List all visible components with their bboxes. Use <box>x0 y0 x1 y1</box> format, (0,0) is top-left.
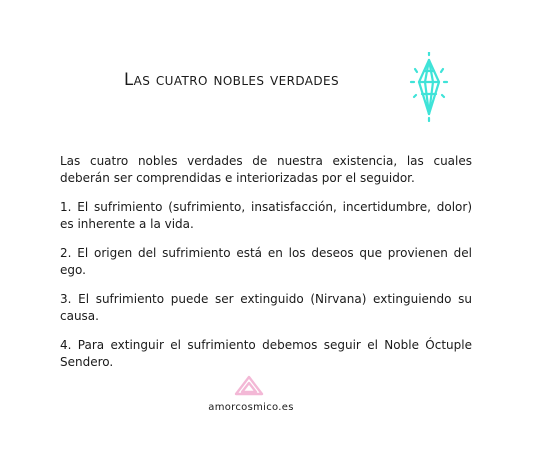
crystal-icon <box>405 52 453 122</box>
truth-4: 4. Para extinguir el sufrimiento debemos seguir el Noble Óctuple Sendero. <box>60 338 472 369</box>
truth-1: 1. El sufrimiento (sufrimiento, insatisfacción, incertidumbre, dolor) es inherente a la vida. <box>60 200 472 231</box>
page-title: Las cuatro nobles verdades <box>124 70 340 89</box>
main-text <box>60 153 472 383</box>
intro-paragraph: Las cuatro nobles verdades de nuestra existencia, las cuales deberán ser comprendidas e interiorizadas por el seguidor. <box>60 154 472 185</box>
triangle-logo-icon <box>234 375 264 397</box>
site-name: amorcosmico.es <box>208 402 294 413</box>
truth-2: 2. El origen del sufrimiento está en los deseos que provienen del ego. <box>60 246 472 277</box>
truth-3: 3. El sufrimiento puede ser extinguido (Nirvana) extinguiendo su causa. <box>60 292 472 323</box>
